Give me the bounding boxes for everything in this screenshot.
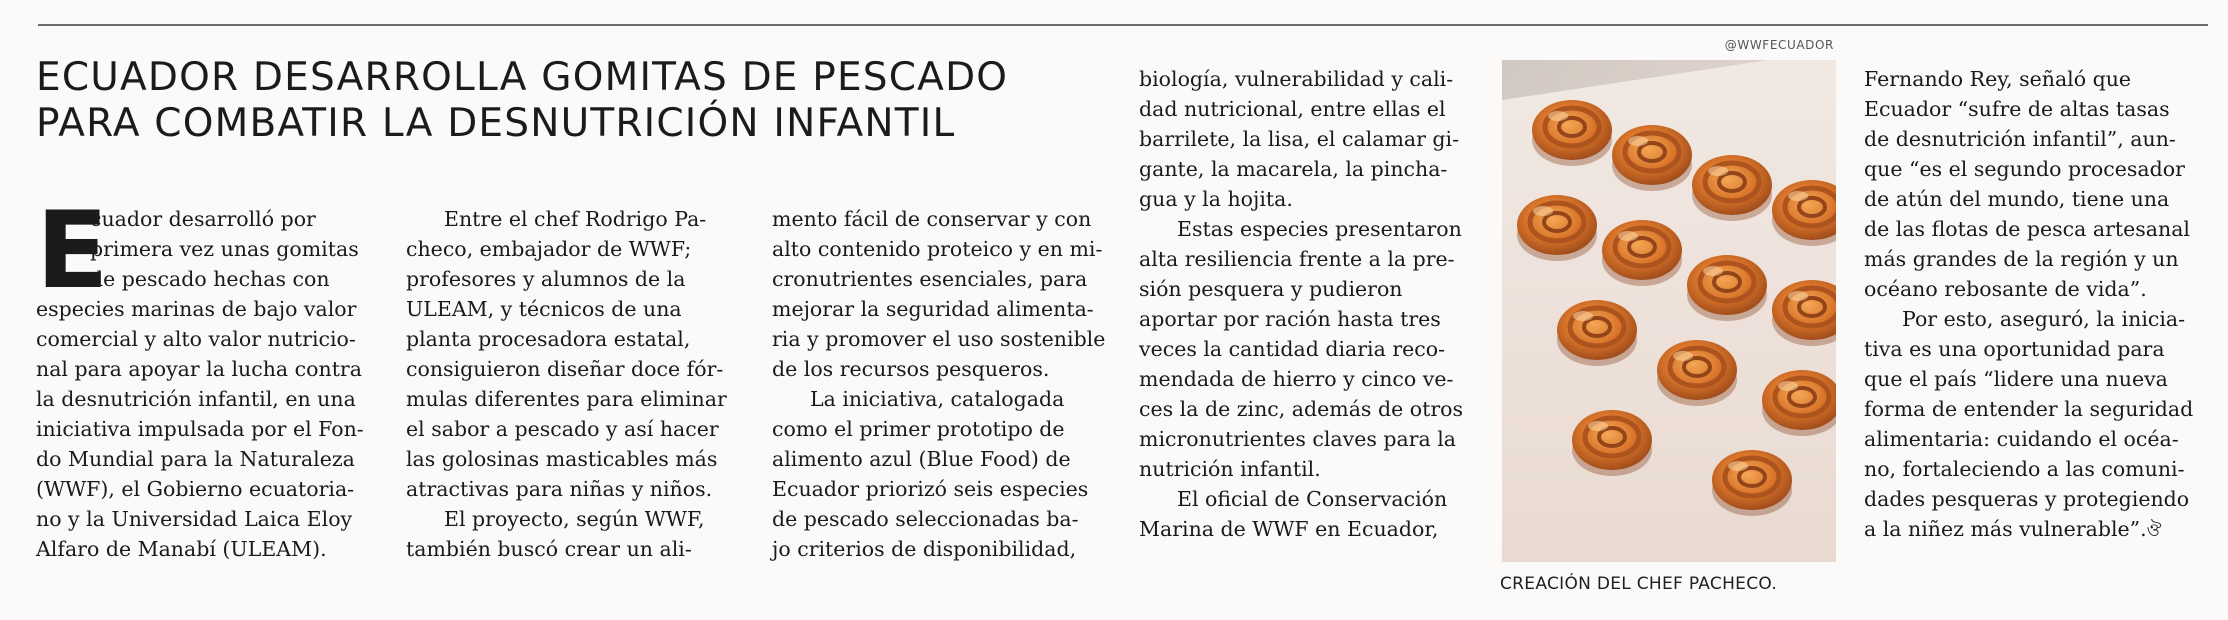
text-line: de pescado hechas con: [90, 267, 330, 291]
text-line: océano rebosante de vida”.: [1864, 277, 2147, 301]
text-line: profesores y alumnos de la: [406, 267, 686, 291]
paragraph: [1139, 484, 1489, 544]
text-line: tiva es una oportunidad para: [1864, 337, 2165, 361]
text-line: la desnutrición infantil, en una: [36, 387, 356, 411]
text-line: aportar por ración hasta tres: [1139, 307, 1441, 331]
text-line: primera vez unas gomitas: [90, 237, 359, 261]
text-line: alimentaria: cuidando el océa-: [1864, 427, 2179, 451]
article-column-3: [772, 204, 1127, 564]
text-line: checo, embajador de WWF;: [406, 237, 692, 261]
text-line: sión pesquera y pudieron: [1139, 277, 1403, 301]
text-line: dades pesqueras y protegiendo: [1864, 487, 2190, 511]
text-line: La iniciativa, catalogada: [810, 387, 1065, 411]
text-line: cronutrientes esenciales, para: [772, 267, 1088, 291]
text-line: consiguieron diseñar doce fór-: [406, 357, 724, 381]
text-line: Alfaro de Manabí (ULEAM).: [36, 537, 327, 561]
paragraph: [406, 504, 761, 564]
text-line: de atún del mundo, tiene una: [1864, 187, 2170, 211]
article-headline: [36, 55, 1096, 147]
paragraph: [772, 384, 1127, 564]
text-line: nutrición infantil.: [1139, 457, 1321, 481]
text-line: Estas especies presentaron: [1177, 217, 1462, 241]
article-column-1: [36, 189, 381, 564]
paragraph: [406, 204, 761, 504]
text-line: de pescado seleccionadas ba-: [772, 507, 1079, 531]
text-line: atractivas para niñas y niños.: [406, 477, 713, 501]
text-line: (WWF), el Gobierno ecuatoria-: [36, 477, 355, 501]
text-line: las golosinas masticables más: [406, 447, 718, 471]
text-line: mulas diferentes para eliminar: [406, 387, 727, 411]
text-line: de las flotas de pesca artesanal: [1864, 217, 2190, 241]
text-line: no, fortaleciendo a las comuni-: [1864, 457, 2185, 481]
article-column-5: [1864, 64, 2209, 544]
text-line: alta resiliencia frente a la pre-: [1139, 247, 1455, 271]
text-line: gante, la macarela, la pincha-: [1139, 157, 1448, 181]
text-line: planta procesadora estatal,: [406, 327, 691, 351]
text-line: mento fácil de conservar y con: [772, 207, 1092, 231]
text-line: ria y promover el uso sostenible: [772, 327, 1106, 351]
photo-credit: @WWFECUADOR: [1724, 38, 1834, 52]
last-line-text: a la niñez más vulnerable”.: [1864, 517, 2147, 541]
text-line: barrilete, la lisa, el calamar gi-: [1139, 127, 1460, 151]
text-line: mejorar la seguridad alimenta-: [772, 297, 1094, 321]
text-line: comercial y alto valor nutricio-: [36, 327, 356, 351]
text-line: mendada de hierro y cinco ve-: [1139, 367, 1454, 391]
text-line: ULEAM, y técnicos de una: [406, 297, 682, 321]
text-line: jo criterios de disponibilidad,: [772, 537, 1077, 561]
drop-cap: E: [36, 189, 109, 312]
text-line: Fernando Rey, señaló que: [1864, 67, 2132, 91]
text-line: el sabor a pescado y así hacer: [406, 417, 719, 441]
paragraph: [1864, 304, 2209, 544]
text-line: micronutrientes claves para la: [1139, 427, 1457, 451]
paragraph: [1139, 214, 1489, 484]
article-photo: [1502, 60, 1836, 562]
text-line: Marina de WWF en Ecuador,: [1139, 517, 1439, 541]
text-line: [1864, 514, 2209, 544]
text-line: Ecuador “sufre de altas tasas: [1864, 97, 2170, 121]
text-line: iniciativa impulsada por el Fon-: [36, 417, 364, 441]
text-line: que “es el segundo procesador: [1864, 157, 2185, 181]
text-line: El oficial de Conservación: [1177, 487, 1448, 511]
text-line: también buscó crear un ali-: [406, 537, 692, 561]
paragraph: [772, 204, 1127, 384]
text-line: gua y la hojita.: [1139, 187, 1293, 211]
text-line: Entre el chef Rodrigo Pa-: [444, 207, 707, 231]
headline-line: PARA COMBATIR LA DESNUTRICIÓN INFANTIL: [36, 101, 956, 146]
headline-line: ECUADOR DESARROLLA GOMITAS DE PESCADO: [36, 55, 1009, 100]
paragraph: [1139, 64, 1489, 214]
article-column-2: [406, 204, 761, 564]
text-line: más grandes de la región y un: [1864, 247, 2179, 271]
text-line: El proyecto, según WWF,: [444, 507, 705, 531]
text-line: alto contenido proteico y en mi-: [772, 237, 1103, 261]
end-of-article-mark: ঔ: [2146, 520, 2162, 541]
text-line: de desnutrición infantil”, aun-: [1864, 127, 2176, 151]
text-line: que el país “lidere una nueva: [1864, 367, 2168, 391]
text-line: no y la Universidad Laica Eloy: [36, 507, 353, 531]
text-line: especies marinas de bajo valor: [36, 297, 357, 321]
text-line: biología, vulnerabilidad y cali-: [1139, 67, 1454, 91]
text-line: Ecuador priorizó seis especies: [772, 477, 1089, 501]
top-rule: [38, 24, 2208, 26]
text-line: de los recursos pesqueros.: [772, 357, 1050, 381]
text-line: veces la cantidad diaria reco-: [1139, 337, 1446, 361]
gummies-illustration: [1502, 60, 1836, 562]
text-line: ces la de zinc, además de otros: [1139, 397, 1463, 421]
text-line: como el primer prototipo de: [772, 417, 1065, 441]
text-line: cuador desarrolló por: [90, 207, 316, 231]
text-line: alimento azul (Blue Food) de: [772, 447, 1071, 471]
paragraph: [1864, 64, 2209, 304]
photo-caption: CREACIÓN DEL CHEF PACHECO.: [1500, 574, 1778, 594]
text-line: do Mundial para la Naturaleza: [36, 447, 355, 471]
article-column-4: [1139, 64, 1489, 544]
text-line: dad nutricional, entre ellas el: [1139, 97, 1446, 121]
text-line: nal para apoyar la lucha contra: [36, 357, 362, 381]
text-line: forma de entender la seguridad: [1864, 397, 2194, 421]
text-line: Por esto, aseguró, la inicia-: [1902, 307, 2186, 331]
